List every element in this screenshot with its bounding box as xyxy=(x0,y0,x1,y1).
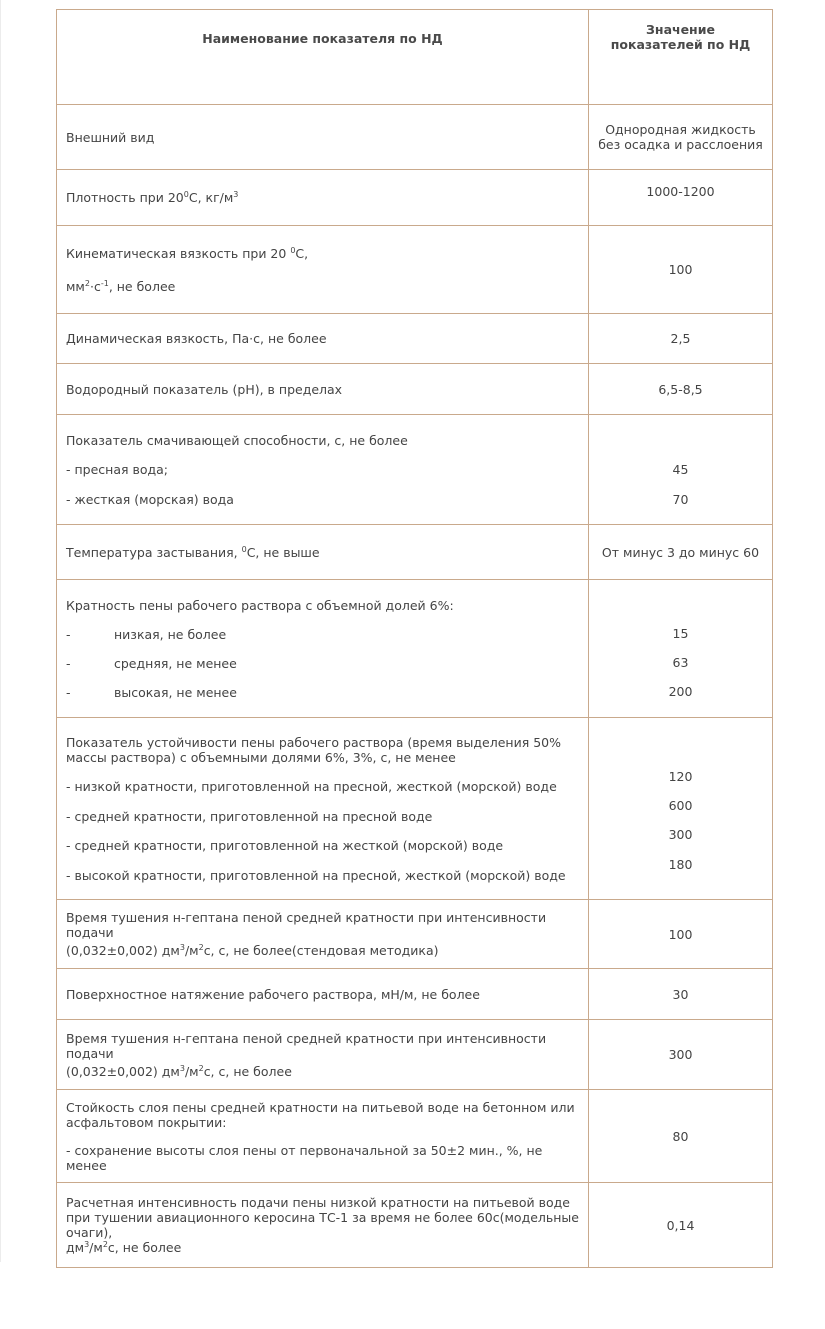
row-value: 15 63 200 xyxy=(589,580,773,718)
row-value: 6,5-8,5 xyxy=(589,364,773,415)
row-name: Расчетная интенсивность подачи пены низкой кратности на питьевой воде при тушении авиационного керосина ТС-1 за время не более 60с(модельные очаги), $дм^3/м^2с$, не более xyxy=(57,1183,589,1268)
row-name: Динамическая вязкость, Па·с, не более xyxy=(57,314,589,364)
row-value: Однородная жидкость без осадка и расслоения xyxy=(589,105,773,170)
row-value: 0,14 xyxy=(589,1183,773,1268)
table-row xyxy=(57,105,773,170)
table-row xyxy=(57,226,773,314)
table-row xyxy=(57,718,773,900)
row-name: Плотность при $20^0С$, $кг/м^3$ xyxy=(57,170,589,226)
table-row xyxy=(57,415,773,525)
table-header-row xyxy=(57,10,773,105)
table-row xyxy=(57,364,773,415)
row-name: Поверхностное натяжение рабочего раствора, мН/м, не более xyxy=(57,969,589,1020)
table-row xyxy=(57,969,773,1020)
row-value: 300 xyxy=(589,1020,773,1090)
row-name: Температура застывания, $^0$С, не выше xyxy=(57,525,589,580)
row-value: 2,5 xyxy=(589,314,773,364)
table-row xyxy=(57,314,773,364)
row-name: Стойкость слоя пены средней кратности на питьевой воде на бетонном или асфальтовом покрытии: - сохранение высоты слоя пены от первоначальной за 50±2 мин., %, не менее xyxy=(57,1090,589,1183)
table-row xyxy=(57,1183,773,1268)
row-value: 100 xyxy=(589,226,773,314)
row-name: Кратность пены рабочего раствора с объемной долей 6%: - низкая, не более - средняя, не менее - высокая, не менее xyxy=(57,580,589,718)
row-name: Внешний вид xyxy=(57,105,589,170)
header-value-column: Значение показателей по НД xyxy=(589,10,773,105)
header-name-column: Наименование показателя по НД xyxy=(57,10,589,105)
table-row xyxy=(57,580,773,718)
row-name: Водородный показатель (pH), в пределах xyxy=(57,364,589,415)
table-row xyxy=(57,900,773,969)
row-value: 80 xyxy=(589,1090,773,1183)
table-row xyxy=(57,525,773,580)
row-name: Время тушения н-гептана пеной средней кратности при интенсивности подачи (0,032±0,002) $дм^3/м^2с$, с, не более(стендовая методика) xyxy=(57,900,589,969)
row-value: 1000-1200 xyxy=(589,170,773,226)
row-value: 45 70 xyxy=(589,415,773,525)
row-name: Показатель смачивающей способности, с, не более - пресная вода; - жесткая (морская) вода xyxy=(57,415,589,525)
row-name: Время тушения н-гептана пеной средней кратности при интенсивности подачи (0,032±0,002) $дм^3/м^2с$, с, не более xyxy=(57,1020,589,1090)
page-left-rule xyxy=(0,0,1,1262)
row-value: 100 xyxy=(589,900,773,969)
row-name: Показатель устойчивости пены рабочего раствора (время выделения 50% массы раствора) с объемными долями 6%, 3%, с, не менее - низкой кратности, приготовленной на пресной, жесткой (морской) воде - средней кратности, приготовленной на пресной воде - средней кратности, приготовленной на жесткой (морской) воде - высокой кратности, приготовленной на пресной, жесткой (морской) воде xyxy=(57,718,589,900)
table-row xyxy=(57,1020,773,1090)
specifications-table xyxy=(56,9,773,1268)
row-name: Кинематическая вязкость при 20 $^0$С, $мм^2\cdot с^{-1}$, не более xyxy=(57,226,589,314)
table-row xyxy=(57,170,773,226)
row-value: 120 600 300 180 xyxy=(589,718,773,900)
table-row xyxy=(57,1090,773,1183)
row-value: От минус 3 до минус 60 xyxy=(589,525,773,580)
row-value: 30 xyxy=(589,969,773,1020)
